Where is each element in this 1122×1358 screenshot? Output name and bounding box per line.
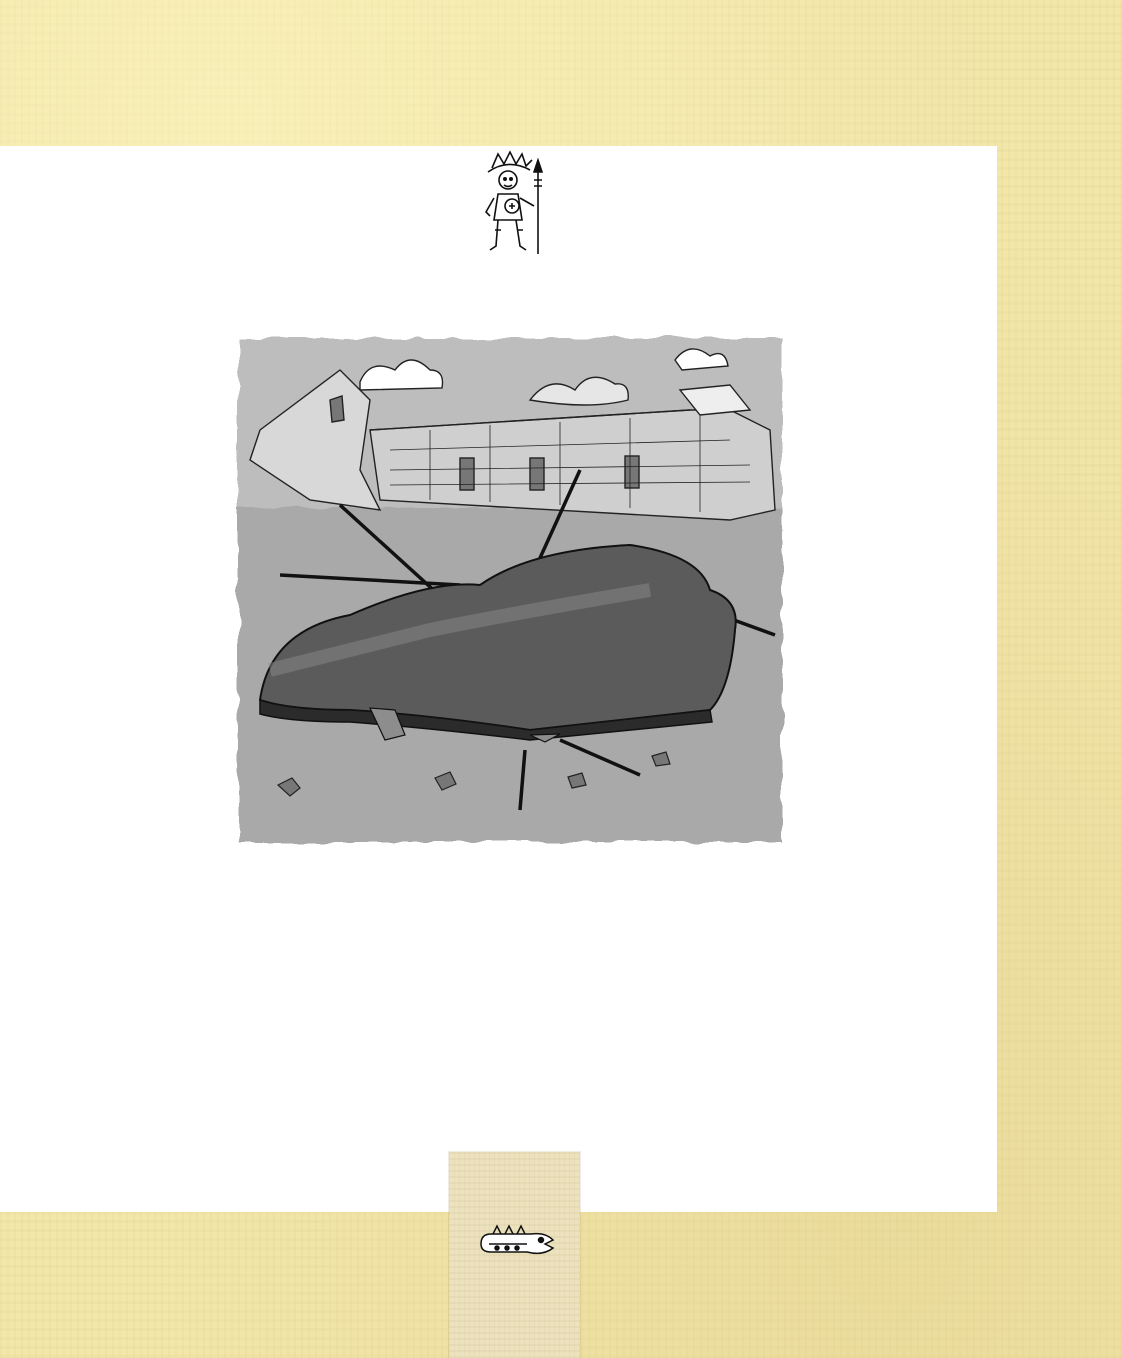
right-ornament-border [995,140,1055,1220]
page-number-tab [449,1152,580,1358]
serpent-glyph-icon [477,1222,557,1258]
aztec-warrior-icon [478,150,556,260]
top-ornament-border [0,92,1030,150]
sacred-square-illustration [230,330,790,850]
